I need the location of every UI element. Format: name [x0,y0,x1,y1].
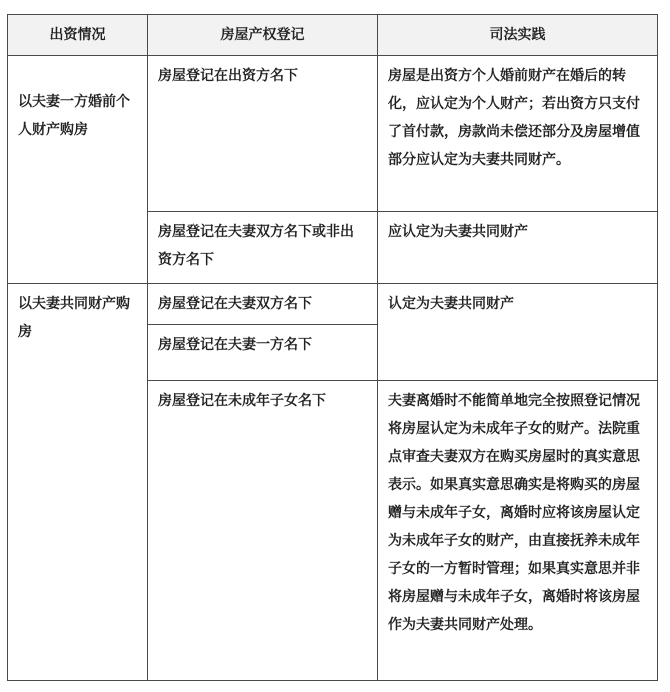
header-funding: 出资情况 [8,15,148,56]
registration-cell [148,325,378,381]
practice-text: 房屋是出资方个人婚前财产在婚后的转化，应认定为个人财产；若出资方只支付了首付款，房款尚未偿还部分及房屋增值部分应认定为夫妻共同财产。 [388,68,640,168]
header-row [8,15,658,56]
registration-text: 房屋登记在未成年子女名下 [158,393,326,409]
table-row [8,56,658,212]
registration-text: 房屋登记在夫妻双方名下 [158,296,312,312]
registration-text: 房屋登记在出资方名下 [158,68,298,84]
practice-text: 夫妻离婚时不能简单地完全按照登记情况将房屋认定为未成年子女的财产。法院重点审查夫妻双方在购买房屋时的真实意思表示。如果真实意思确实是将购买的房屋赠与未成年子女，离婚时应将该房屋认定为未成年子女的财产，由直接抚养未成年子女的一方暂时管理；如果真实意思并非将房屋赠与未成年子女，离婚时将该房屋作为夫妻共同财产处理。 [388,393,640,633]
registration-text: 房屋登记在夫妻双方名下或非出资方名下 [158,224,354,268]
funding-text: 以夫妻共同财产购房 [18,296,130,340]
practice-cell [378,212,658,284]
practice-text: 应认定为夫妻共同财产 [388,224,528,240]
registration-cell [148,212,378,284]
practice-cell [378,284,658,381]
registration-cell [148,381,378,681]
header-registration: 房屋产权登记 [148,15,378,56]
registration-text: 房屋登记在夫妻一方名下 [158,337,312,353]
header-practice: 司法实践 [378,15,658,56]
practice-text: 认定为夫妻共同财产 [388,296,514,312]
funding-text: 以夫妻一方婚前个人财产购房 [18,94,130,138]
property-division-table [7,14,658,681]
practice-cell [378,381,658,681]
funding-cell [8,284,148,681]
funding-cell [8,56,148,284]
practice-cell [378,56,658,212]
registration-cell [148,56,378,212]
table-row [8,284,658,325]
registration-cell [148,284,378,325]
